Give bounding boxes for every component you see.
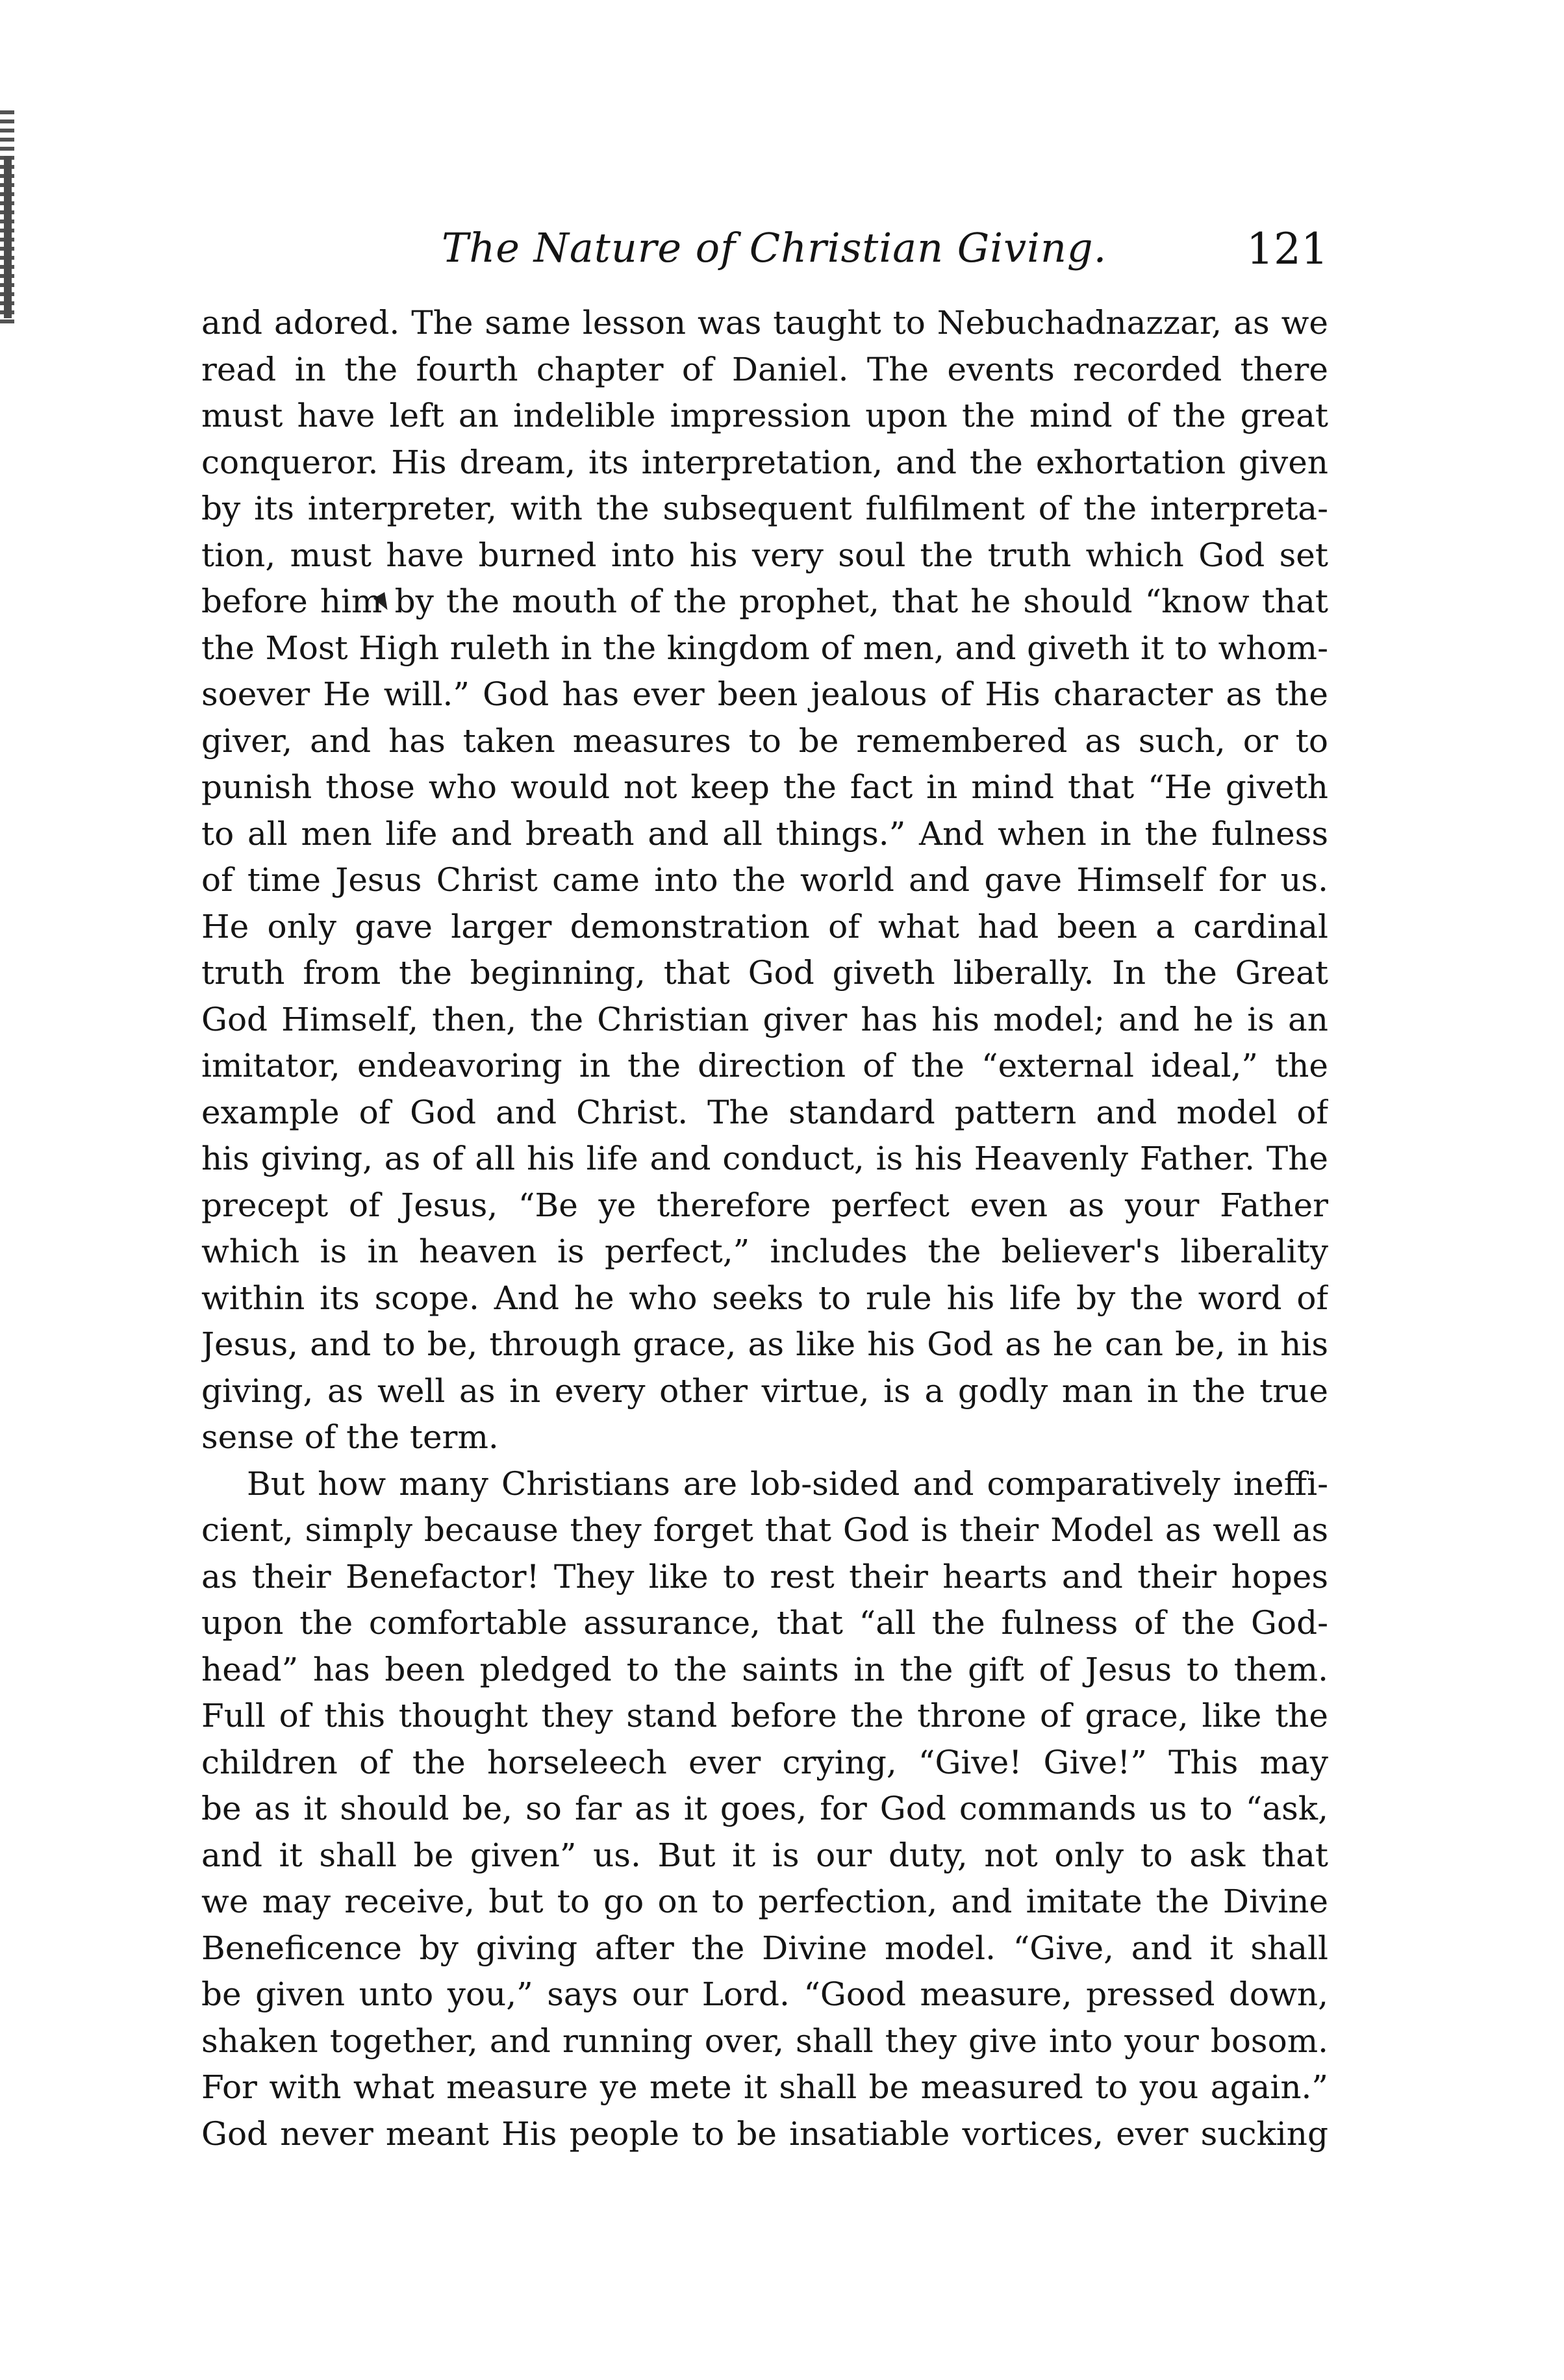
text-line: to all men life and breath and all things.” And when in the fulness xyxy=(201,814,1328,853)
text-line: which is in heaven is perfect,” includes the believer's liberality xyxy=(201,1233,1328,1270)
text-line: before him by the mouth of the prophet, that he should “know that xyxy=(201,582,1328,620)
binding-edge-mark xyxy=(0,110,14,325)
text-line: his giving, as of all his life and conduct, is his Heavenly Father. The xyxy=(201,1140,1328,1177)
text-line: imitator, endeavoring in the direction of the “external ideal,” the xyxy=(201,1047,1328,1084)
text-line: example of God and Christ. The standard pattern and model of xyxy=(201,1093,1328,1131)
text-line: within its scope. And he who seeks to rule his life by the word of xyxy=(201,1279,1328,1317)
text-line: must have left an indelible impression upon the mind of the great xyxy=(201,397,1328,434)
text-line: be given unto you,” says our Lord. “Good measure, pressed down, xyxy=(201,1975,1328,2013)
text-line: giving, as well as in every other virtue, is a godly man in the true xyxy=(201,1372,1328,1410)
text-line: and it shall be given” us. But it is our duty, not only to ask that xyxy=(201,1836,1328,1874)
text-line: Beneficence by giving after the Divine model. “Give, and it shall xyxy=(201,1929,1328,1967)
text-line: God never meant His people to be insatiable vortices, ever sucking xyxy=(201,2114,1328,2153)
text-line: be as it should be, so far as it goes, for God commands us to “ask, xyxy=(201,1790,1328,1827)
paragraph-last-line: sense of the term. xyxy=(201,1418,499,1456)
text-line: read in the fourth chapter of Daniel. The events recorded there xyxy=(201,350,1328,388)
paragraph-first-line: But how many Christians are lob-sided and comparatively ineffi- xyxy=(247,1464,1328,1503)
page-number: 121 xyxy=(1246,224,1328,274)
body-text xyxy=(201,300,1328,2157)
text-line: the Most High ruleth in the kingdom of men, and giveth it to whom- xyxy=(201,629,1328,667)
text-line: God Himself, then, the Christian giver has his model; and he is an xyxy=(201,1000,1328,1038)
text-line: He only gave larger demonstration of what had been a cardinal xyxy=(201,907,1328,946)
text-line: tion, must have burned into his very soul the truth which God set xyxy=(201,536,1328,574)
text-line: upon the comfortable assurance, that “all the fulness of the God- xyxy=(201,1604,1328,1642)
text-line: truth from the beginning, that God giveth liberally. In the Great xyxy=(201,954,1328,992)
text-line: precept of Jesus, “Be ye therefore perfect even as your Father xyxy=(201,1186,1328,1224)
text-line: by its interpreter, with the subsequent fulfilment of the interpreta- xyxy=(201,490,1328,527)
text-line: head” has been pledged to the saints in the gift of Jesus to them. xyxy=(201,1650,1328,1688)
page-header xyxy=(201,224,1328,295)
text-line: giver, and has taken measures to be remembered as such, or to xyxy=(201,721,1328,760)
text-line: children of the horseleech ever crying, “Give! Give!” This may xyxy=(201,1743,1328,1781)
text-line: and adored. The same lesson was taught to Nebuchadnazzar, as we xyxy=(201,304,1328,342)
text-line: shaken together, and running over, shall they give into your bosom. xyxy=(201,2022,1328,2060)
text-line: cient, simply because they forget that God is their Model as well as xyxy=(201,1511,1328,1549)
text-line: conqueror. His dream, its interpretation, and the exhortation given xyxy=(201,443,1328,481)
text-line: soever He will.” God has ever been jealous of His character as the xyxy=(201,675,1328,713)
text-line: of time Jesus Christ came into the world and gave Himself for us. xyxy=(201,861,1328,899)
text-line: we may receive, but to go on to perfection, and imitate the Divine xyxy=(201,1883,1328,1920)
running-title: The Nature of Christian Giving. xyxy=(442,224,1107,271)
text-line: Jesus, and to be, through grace, as like his God as he can be, in his xyxy=(201,1325,1328,1363)
text-line: as their Benefactor! They like to rest their hearts and their hopes xyxy=(201,1557,1328,1596)
text-line: For with what measure ye mete it shall be measured to you again.” xyxy=(201,2068,1328,2106)
text-line: punish those who would not keep the fact in mind that “He giveth xyxy=(201,768,1328,806)
text-line: Full of this thought they stand before the throne of grace, like the xyxy=(201,1697,1328,1735)
